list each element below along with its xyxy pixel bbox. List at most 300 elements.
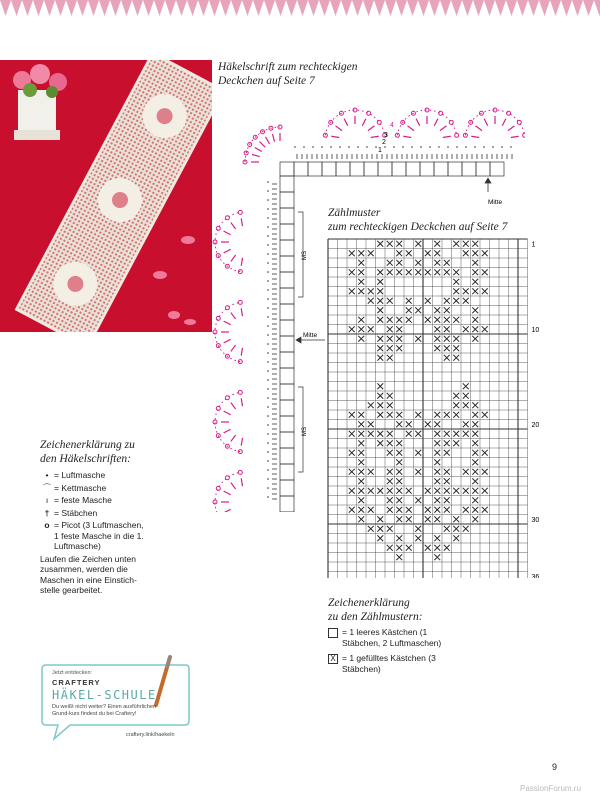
filled-box bbox=[368, 507, 374, 513]
filled-box bbox=[463, 288, 469, 294]
filled-box bbox=[415, 336, 421, 342]
filled-box bbox=[453, 336, 459, 342]
filled-box bbox=[396, 440, 402, 446]
chart-cell bbox=[280, 352, 294, 368]
header-triangle bbox=[99, 0, 110, 16]
filled-box bbox=[472, 288, 478, 294]
filled-box bbox=[472, 450, 478, 456]
legend-text: = Kettmasche bbox=[54, 482, 107, 493]
legend-text: = Stäbchen bbox=[54, 507, 98, 518]
filled-box bbox=[472, 459, 478, 465]
filled-box bbox=[387, 440, 393, 446]
filled-box bbox=[415, 497, 421, 503]
filled-box bbox=[415, 526, 421, 532]
filled-box bbox=[396, 421, 402, 427]
header-triangle bbox=[209, 0, 220, 16]
chart-cell bbox=[280, 400, 294, 416]
chart-cell bbox=[476, 162, 490, 176]
filled-box bbox=[387, 336, 393, 342]
filled-box bbox=[377, 526, 383, 532]
chart-cell bbox=[308, 162, 322, 176]
filled-box bbox=[377, 336, 383, 342]
table-runner-photo bbox=[0, 60, 212, 332]
filled-box bbox=[434, 421, 440, 427]
chart-cell bbox=[322, 162, 336, 176]
filled-box bbox=[434, 431, 440, 437]
filled-box bbox=[444, 355, 450, 361]
filled-box bbox=[453, 317, 459, 323]
filled-box bbox=[358, 431, 364, 437]
filled-box bbox=[377, 402, 383, 408]
filled-box bbox=[358, 279, 364, 285]
legend-text: = 1 leeres Kästchen (1 Stäbchen, 2 Luftmaschen) bbox=[342, 627, 442, 648]
filled-box bbox=[368, 469, 374, 475]
filled-box bbox=[349, 450, 355, 456]
header-triangle-border bbox=[0, 0, 600, 28]
filled-box bbox=[453, 440, 459, 446]
filled-box bbox=[396, 241, 402, 247]
chart-cell bbox=[280, 384, 294, 400]
filled-box bbox=[472, 488, 478, 494]
filled-box bbox=[415, 450, 421, 456]
filled-box bbox=[434, 326, 440, 332]
header-triangle bbox=[451, 0, 462, 16]
filled-box bbox=[387, 269, 393, 275]
filled-box bbox=[463, 393, 469, 399]
filled-box bbox=[415, 412, 421, 418]
filled-box bbox=[358, 459, 364, 465]
filled-box bbox=[482, 288, 488, 294]
legend-item-luftmasche bbox=[40, 470, 190, 481]
filled-box bbox=[406, 488, 412, 494]
filled-box bbox=[396, 326, 402, 332]
single-crochet-icon: ı bbox=[45, 495, 49, 505]
header-triangle bbox=[88, 0, 99, 16]
row-label: 10 bbox=[531, 327, 540, 334]
filled-box bbox=[463, 326, 469, 332]
mitte-side-label: Mitte bbox=[303, 332, 318, 339]
filled-box bbox=[387, 260, 393, 266]
filled-box bbox=[377, 516, 383, 522]
filled-box bbox=[453, 488, 459, 494]
header-triangle bbox=[286, 0, 297, 16]
filled-box bbox=[396, 516, 402, 522]
filled-box bbox=[482, 469, 488, 475]
header-triangle bbox=[341, 0, 352, 16]
filled-box bbox=[444, 440, 450, 446]
filled-box bbox=[396, 478, 402, 484]
row-number-2: 2 bbox=[382, 139, 386, 146]
empty-box-icon bbox=[328, 628, 338, 638]
filled-box bbox=[472, 431, 478, 437]
header-triangle bbox=[22, 0, 33, 16]
filled-box bbox=[377, 383, 383, 389]
filled-box bbox=[463, 250, 469, 256]
legend-crochet-title-line2: den Häkelschriften: bbox=[40, 453, 132, 465]
filled-box bbox=[434, 317, 440, 323]
filled-box bbox=[368, 326, 374, 332]
filled-box bbox=[425, 516, 431, 522]
filled-box bbox=[387, 545, 393, 551]
filet-chart-grid bbox=[326, 236, 576, 578]
header-triangle bbox=[77, 0, 88, 16]
filled-box bbox=[434, 345, 440, 351]
filled-box bbox=[358, 260, 364, 266]
header-triangle bbox=[330, 0, 341, 16]
filled-box bbox=[444, 336, 450, 342]
legend-text: = 1 gefülltes Kästchen (3 Stäbchen) bbox=[342, 653, 436, 674]
filled-box bbox=[349, 288, 355, 294]
filled-box bbox=[472, 336, 478, 342]
filled-box bbox=[482, 450, 488, 456]
filled-box bbox=[377, 440, 383, 446]
header-triangle bbox=[231, 0, 242, 16]
filled-box bbox=[472, 478, 478, 484]
chart-cell bbox=[392, 162, 406, 176]
ad-brand: CRAFTERY bbox=[52, 678, 101, 687]
header-triangle bbox=[385, 0, 396, 16]
filled-box bbox=[396, 336, 402, 342]
filled-box bbox=[387, 345, 393, 351]
filled-box bbox=[406, 307, 412, 313]
filet-chart-title bbox=[328, 206, 507, 234]
filled-box bbox=[377, 269, 383, 275]
craftery-ad[interactable] bbox=[40, 663, 190, 741]
row-number-1: 1 bbox=[378, 147, 382, 154]
filled-box bbox=[472, 241, 478, 247]
filled-box bbox=[444, 431, 450, 437]
filled-box bbox=[453, 412, 459, 418]
filled-box bbox=[377, 288, 383, 294]
filet-chart-title-line1: Zählmuster bbox=[328, 207, 381, 219]
filled-box bbox=[415, 307, 421, 313]
chart-cell bbox=[280, 320, 294, 336]
filled-box bbox=[406, 545, 412, 551]
header-triangle bbox=[528, 0, 539, 16]
legend-filet-title-line2: zu den Zählmustern: bbox=[328, 611, 423, 623]
filled-box bbox=[444, 478, 450, 484]
header-triangle bbox=[484, 0, 495, 16]
filled-box bbox=[396, 269, 402, 275]
filled-box bbox=[406, 507, 412, 513]
ad-body: Du weißt nicht weiter? Einen ausführlichen Grund-kurs findest du bei Craftery! bbox=[52, 704, 156, 717]
filled-box bbox=[425, 250, 431, 256]
filled-box bbox=[387, 431, 393, 437]
filled-box bbox=[387, 317, 393, 323]
filled-box bbox=[472, 507, 478, 513]
legend-filet-title-line1: Zeichenerklärung bbox=[328, 597, 410, 609]
header-triangle bbox=[352, 0, 363, 16]
filled-box bbox=[396, 507, 402, 513]
crochet-chart-title-line1: Häkelschrift zum rechteckigen bbox=[218, 61, 358, 73]
filled-box bbox=[377, 241, 383, 247]
crochet-chart-title-line2: Deckchen auf Seite 7 bbox=[218, 75, 315, 87]
filled-box bbox=[482, 250, 488, 256]
filled-box bbox=[463, 241, 469, 247]
chart-cell bbox=[364, 162, 378, 176]
watermark: PassionForum.ru bbox=[520, 784, 581, 793]
filled-box bbox=[349, 269, 355, 275]
header-triangle bbox=[495, 0, 506, 16]
filled-box bbox=[463, 298, 469, 304]
chart-cell bbox=[350, 162, 364, 176]
scallop-motif bbox=[463, 108, 525, 137]
header-triangle bbox=[242, 0, 253, 16]
filled-box bbox=[377, 431, 383, 437]
filled-box bbox=[358, 507, 364, 513]
filled-box bbox=[444, 317, 450, 323]
filled-box bbox=[434, 459, 440, 465]
header-triangle bbox=[110, 0, 121, 16]
filled-box bbox=[472, 279, 478, 285]
filled-box bbox=[377, 345, 383, 351]
filled-box bbox=[434, 488, 440, 494]
filled-box bbox=[434, 450, 440, 456]
legend-crochet bbox=[40, 438, 190, 596]
legend-item-staebchen bbox=[40, 508, 190, 519]
filled-box bbox=[434, 507, 440, 513]
filled-box bbox=[415, 469, 421, 475]
filled-box bbox=[472, 440, 478, 446]
filled-box bbox=[377, 298, 383, 304]
chart-cell bbox=[280, 272, 294, 288]
header-triangle bbox=[264, 0, 275, 16]
filled-box bbox=[444, 412, 450, 418]
filled-box bbox=[406, 317, 412, 323]
filled-box bbox=[434, 269, 440, 275]
filled-box bbox=[387, 488, 393, 494]
ad-url-link[interactable]: craftery.link/haekeln bbox=[126, 732, 175, 738]
chart-cell bbox=[280, 496, 294, 512]
chart-cell bbox=[280, 336, 294, 352]
filled-box bbox=[472, 402, 478, 408]
filled-box bbox=[387, 355, 393, 361]
filled-box bbox=[472, 250, 478, 256]
header-triangle bbox=[132, 0, 143, 16]
header-triangle bbox=[539, 0, 550, 16]
chart-cell bbox=[280, 480, 294, 496]
ms-label-2: MS bbox=[302, 427, 308, 436]
filled-box bbox=[368, 431, 374, 437]
filled-box bbox=[434, 469, 440, 475]
row-number-4: 4 bbox=[390, 122, 394, 129]
filled-box bbox=[482, 488, 488, 494]
filled-box bbox=[463, 431, 469, 437]
filled-box bbox=[396, 260, 402, 266]
filled-box bbox=[368, 488, 374, 494]
filled-box bbox=[396, 345, 402, 351]
chart-cell bbox=[280, 240, 294, 256]
legend-crochet-title-line1: Zeichenerklärung zu bbox=[40, 439, 135, 451]
filled-box bbox=[406, 421, 412, 427]
filled-box bbox=[368, 421, 374, 427]
filled-box bbox=[453, 516, 459, 522]
filled-box bbox=[444, 469, 450, 475]
chart-cell bbox=[280, 208, 294, 224]
page-number: 9 bbox=[552, 762, 558, 772]
filled-box bbox=[444, 298, 450, 304]
filled-box bbox=[358, 497, 364, 503]
filet-chart-title-line2: zum rechteckigen Deckchen auf Seite 7 bbox=[328, 221, 508, 233]
arrow-head-icon bbox=[296, 337, 301, 343]
filled-box bbox=[434, 478, 440, 484]
filled-box bbox=[425, 545, 431, 551]
filled-box bbox=[368, 526, 374, 532]
ms-label-1: MS bbox=[302, 251, 308, 260]
header-triangle bbox=[396, 0, 407, 16]
header-triangle bbox=[473, 0, 484, 16]
filled-box bbox=[453, 269, 459, 275]
row-label: 1 bbox=[531, 241, 536, 249]
filled-box bbox=[358, 488, 364, 494]
filled-box bbox=[387, 450, 393, 456]
crochet-chart-title bbox=[218, 60, 357, 88]
legend-text: = feste Masche bbox=[54, 495, 112, 505]
header-triangle bbox=[374, 0, 385, 16]
chart-cell bbox=[294, 162, 308, 176]
filled-box bbox=[387, 241, 393, 247]
chart-cell bbox=[420, 162, 434, 176]
filled-box bbox=[377, 535, 383, 541]
filled-box bbox=[406, 431, 412, 437]
filled-box bbox=[434, 336, 440, 342]
filled-box bbox=[387, 497, 393, 503]
legend-item-filled-box bbox=[328, 653, 498, 674]
header-triangle bbox=[11, 0, 22, 16]
filled-box bbox=[453, 298, 459, 304]
header-triangle bbox=[275, 0, 286, 16]
filled-box bbox=[387, 326, 393, 332]
filled-box bbox=[434, 497, 440, 503]
legend-text: = Picot (3 Luftmaschen, 1 feste Masche in die 1. Luftmasche) bbox=[54, 520, 144, 551]
filled-box bbox=[444, 497, 450, 503]
chart-cell bbox=[434, 162, 448, 176]
filled-box bbox=[396, 497, 402, 503]
legend-item-picot bbox=[40, 520, 190, 552]
filled-box bbox=[358, 421, 364, 427]
filled-box bbox=[482, 326, 488, 332]
scallop-motif bbox=[395, 108, 458, 137]
filled-box bbox=[396, 554, 402, 560]
scallop-motif bbox=[213, 390, 242, 453]
filled-box bbox=[415, 260, 421, 266]
chart-cell bbox=[280, 464, 294, 480]
chart-cell bbox=[280, 288, 294, 304]
filled-box bbox=[368, 298, 374, 304]
row-label: 36 bbox=[531, 574, 540, 578]
chart-cell bbox=[462, 162, 476, 176]
filled-box bbox=[472, 469, 478, 475]
filled-box bbox=[463, 526, 469, 532]
filled-box bbox=[396, 412, 402, 418]
chart-cell bbox=[280, 224, 294, 240]
filled-box bbox=[358, 440, 364, 446]
chart-cell bbox=[280, 416, 294, 432]
filled-box bbox=[349, 431, 355, 437]
legend-filet bbox=[328, 596, 498, 679]
legend-item-kettmasche bbox=[40, 483, 190, 494]
filled-box bbox=[453, 526, 459, 532]
chart-cell bbox=[280, 256, 294, 272]
filled-box bbox=[453, 288, 459, 294]
scallop-motif bbox=[243, 125, 282, 164]
filled-box bbox=[387, 298, 393, 304]
filled-box bbox=[463, 469, 469, 475]
legend-item-feste-masche bbox=[40, 495, 190, 506]
filled-box bbox=[453, 393, 459, 399]
filled-box bbox=[444, 269, 450, 275]
header-triangle bbox=[418, 0, 429, 16]
filled-box bbox=[472, 317, 478, 323]
filled-box bbox=[444, 260, 450, 266]
header-triangle bbox=[176, 0, 187, 16]
filled-box bbox=[434, 545, 440, 551]
filled-box bbox=[377, 488, 383, 494]
arrow-head-icon bbox=[485, 178, 491, 183]
ad-kicker: Jetzt entdecken: bbox=[52, 670, 93, 676]
filled-box bbox=[472, 421, 478, 427]
filled-box bbox=[377, 355, 383, 361]
filled-box bbox=[358, 269, 364, 275]
chart-cell bbox=[280, 304, 294, 320]
header-triangle bbox=[550, 0, 561, 16]
filled-box bbox=[358, 250, 364, 256]
filled-box bbox=[444, 507, 450, 513]
header-triangle bbox=[363, 0, 374, 16]
header-triangle bbox=[594, 0, 600, 16]
filled-box bbox=[472, 326, 478, 332]
header-triangle bbox=[440, 0, 451, 16]
filled-box bbox=[434, 260, 440, 266]
filled-box bbox=[472, 412, 478, 418]
filled-box bbox=[349, 250, 355, 256]
header-triangle bbox=[187, 0, 198, 16]
filled-box bbox=[425, 421, 431, 427]
header-triangle bbox=[583, 0, 594, 16]
filled-box bbox=[444, 450, 450, 456]
filled-box bbox=[453, 355, 459, 361]
filled-box bbox=[358, 317, 364, 323]
filled-box bbox=[434, 412, 440, 418]
chart-cell bbox=[280, 432, 294, 448]
row-number-3: 3 bbox=[384, 132, 388, 139]
chart-cell bbox=[280, 192, 294, 208]
filled-box bbox=[387, 412, 393, 418]
filled-box bbox=[349, 469, 355, 475]
header-triangle bbox=[308, 0, 319, 16]
filled-box bbox=[358, 516, 364, 522]
filled-box bbox=[415, 241, 421, 247]
filled-box bbox=[387, 393, 393, 399]
filled-box bbox=[368, 288, 374, 294]
filled-box bbox=[396, 459, 402, 465]
filled-box bbox=[415, 535, 421, 541]
filled-box bbox=[358, 469, 364, 475]
header-triangle bbox=[561, 0, 572, 16]
filled-box bbox=[434, 516, 440, 522]
header-triangle bbox=[506, 0, 517, 16]
filled-box bbox=[387, 526, 393, 532]
header-triangle bbox=[572, 0, 583, 16]
double-crochet-icon: † bbox=[44, 507, 50, 518]
filled-box bbox=[377, 279, 383, 285]
filled-box bbox=[396, 469, 402, 475]
header-triangle bbox=[297, 0, 308, 16]
chart-cell bbox=[336, 162, 350, 176]
filled-box bbox=[472, 307, 478, 313]
filled-box bbox=[425, 298, 431, 304]
filled-box bbox=[406, 269, 412, 275]
